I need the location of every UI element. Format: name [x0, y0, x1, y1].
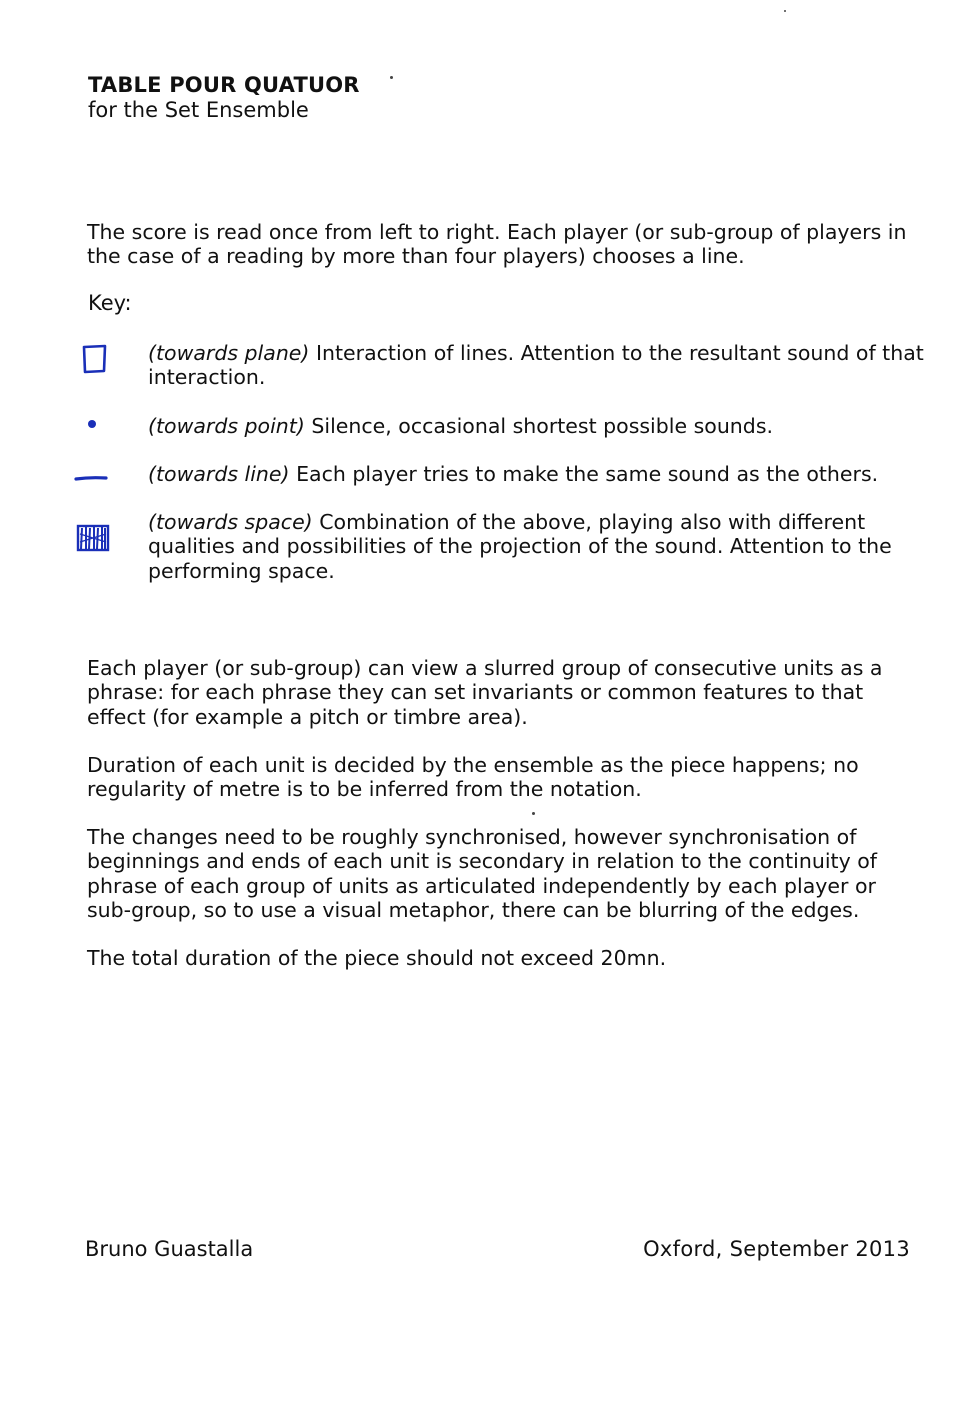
document-subtitle: for the Set Ensemble — [88, 98, 309, 122]
key-description: Each player tries to make the same sound as the others. — [296, 462, 879, 486]
line-icon — [72, 462, 118, 502]
scan-speck — [784, 10, 786, 12]
key-text-space — [148, 510, 928, 583]
key-term: (towards plane) — [148, 341, 310, 365]
body-paragraph: Each player (or sub-group) can view a slurred group of consecutive units as a phrase: for each phrase they can set invariants or common features to that effect (for example a pitch or timbre area). — [87, 656, 883, 729]
author-name: Bruno Guastalla — [85, 1237, 254, 1261]
key-text-plane — [148, 341, 928, 390]
key-description: Combination of the above, playing also with different qualities and possibilities of the projection of the sound. Attention to the performing space. — [148, 510, 892, 583]
hatched-block-icon — [72, 522, 118, 562]
key-term: (towards point) — [148, 414, 305, 438]
scan-speck — [532, 812, 535, 815]
key-text-line — [148, 462, 928, 486]
body-paragraph: Duration of each unit is decided by the ensemble as the piece happens; no regularity of metre is to be inferred from the notation. — [87, 753, 859, 802]
key-description: Interaction of lines. Attention to the resultant sound of that interaction. — [148, 341, 924, 390]
scan-speck — [390, 76, 393, 79]
place-date: Oxford, September 2013 — [643, 1237, 910, 1261]
square-icon — [72, 341, 118, 381]
key-term: (towards space) — [148, 510, 313, 534]
document-title: TABLE POUR QUATUOR — [88, 73, 360, 97]
dot-icon — [72, 414, 118, 454]
intro-paragraph: The score is read once from left to right. Each player (or sub-group of players in the case of a reading by more than four players) chooses a line. — [87, 220, 907, 269]
body-paragraph: The total duration of the piece should not exceed 20mn. — [87, 946, 667, 970]
key-term: (towards line) — [148, 462, 290, 486]
key-text-point — [148, 414, 928, 438]
key-description: Silence, occasional shortest possible sounds. — [311, 414, 774, 438]
key-label: Key: — [88, 291, 132, 315]
body-paragraph: The changes need to be roughly synchronised, however synchronisation of beginnings and ends of each unit is secondary in relation to the continuity of phrase of each group of units as articulated independently by each player or sub-group, so to use a visual metaphor, there can be blurring of the edges. — [87, 825, 877, 922]
